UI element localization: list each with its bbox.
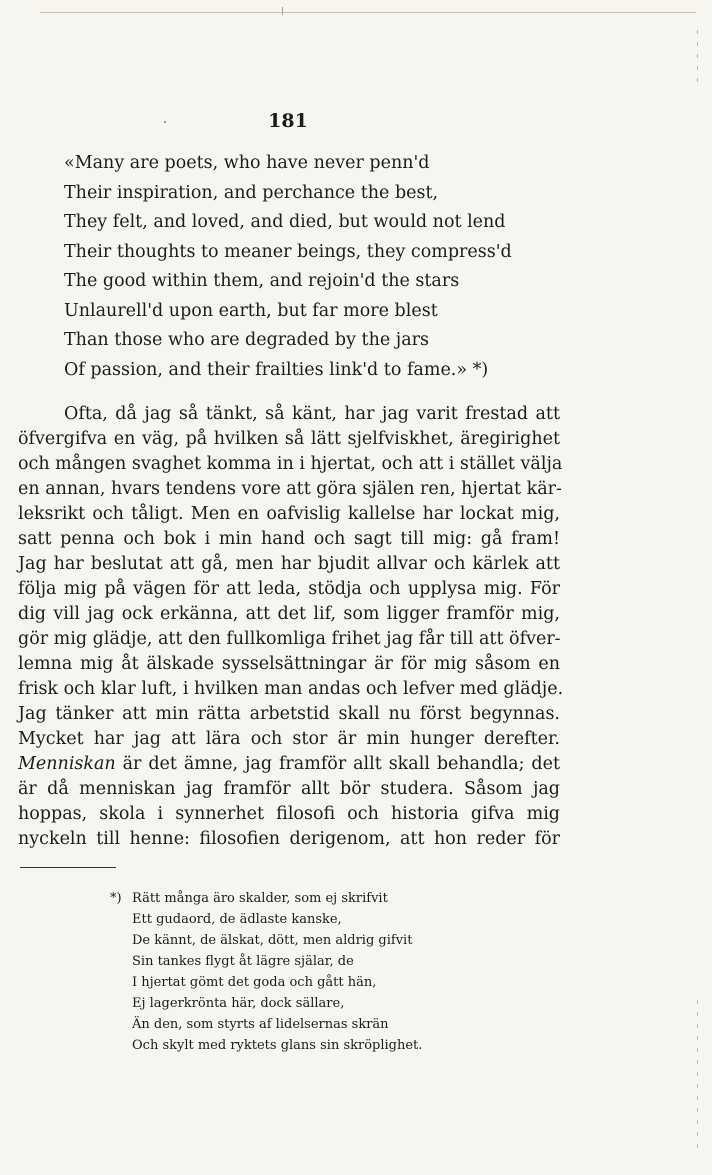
body-line: Mycket har jag att lära och stor är min hunger derefter. bbox=[18, 729, 560, 749]
footnote-line: Och skylt med ryktets glans sin skröplighet. bbox=[132, 1038, 423, 1053]
body-line: och mången svaghet komma in i hjertat, och att i stället välja bbox=[18, 454, 563, 474]
body-line: Jag har beslutat att gå, men har bjudit allvar och kärlek att bbox=[18, 554, 560, 574]
page-number: 181 bbox=[268, 110, 308, 132]
body-line: Jag tänker att min rätta arbetstid skall nu först begynnas. bbox=[18, 704, 560, 724]
poem-line: Unlaurell'd upon earth, but far more blest bbox=[64, 300, 438, 321]
footnote-divider bbox=[20, 867, 116, 868]
scan-top-rule bbox=[40, 12, 696, 13]
body-line: hoppas, skola i synnerhet filosofi och historia gifva mig bbox=[18, 804, 560, 824]
body-line: leksrikt och tåligt. Men en oafvislig kallelse har lockat mig, bbox=[18, 504, 560, 524]
poem-line: Than those who are degraded by the jars bbox=[64, 330, 429, 350]
scan-edge-mark bbox=[697, 30, 698, 90]
poem-line: «Many are poets, who have never penn'd bbox=[64, 153, 430, 173]
body-line: dig vill jag ock erkänna, att det lif, som ligger framför mig, bbox=[18, 604, 560, 624]
body-line: öfvergifva en väg, på hvilken så lätt sjelfviskhet, äregirighet bbox=[18, 429, 560, 449]
footnote-line: De kännt, de älskat, dött, men aldrig gifvit bbox=[132, 933, 413, 948]
poem-line: Their thoughts to meaner beings, they compress'd bbox=[64, 241, 512, 262]
footnote-line bbox=[108, 888, 528, 909]
body-line: frisk och klar luft, i hvilken man andas och lefver med glädje. bbox=[18, 679, 564, 699]
body-line: nyckeln till henne: filosofien derigenom, att hon reder för bbox=[18, 829, 560, 849]
footnote-line: Än den, som styrts af lidelsernas skrän bbox=[132, 1017, 389, 1032]
body-line-emphasis: Menniskan är det ämne, jag framför allt skall behandla; det bbox=[18, 754, 560, 774]
emphasized-word: Menniskan bbox=[18, 754, 116, 774]
scan-edge-mark bbox=[697, 1000, 698, 1150]
footnote-line: Ej lagerkrönta här, dock sällare, bbox=[132, 996, 345, 1011]
poem-quotation bbox=[64, 149, 564, 385]
footnote-line: I hjertat gömt det goda och gått hän, bbox=[132, 975, 377, 990]
poem-line: The good within them, and rejoin'd the stars bbox=[64, 271, 460, 291]
poem-line: Their inspiration, and perchance the best, bbox=[64, 182, 439, 203]
body-line: satt penna och bok i min hand och sagt till mig: gå fram! bbox=[18, 529, 560, 549]
scan-tick-mark bbox=[282, 7, 283, 15]
footnote-line: Ett gudaord, de ädlaste kanske, bbox=[132, 912, 342, 927]
body-line: följa mig på vägen för att leda, stödja och upplysa mig. För bbox=[18, 579, 560, 599]
poem-line: Of passion, and their frailties link'd to fame.» *) bbox=[64, 359, 489, 380]
body-line: en annan, hvars tendens vore att göra själen ren, hjertat kär- bbox=[18, 479, 562, 499]
body-paragraph bbox=[18, 402, 564, 852]
footnote bbox=[108, 888, 528, 1056]
body-line: är då menniskan jag framför allt bör studera. Såsom jag bbox=[18, 779, 560, 799]
body-line: lemna mig åt älskade sysselsättningar är för mig såsom en bbox=[18, 654, 560, 674]
footnote-line-text: Rätt många äro skalder, som ej skrifvit bbox=[132, 891, 388, 906]
body-line: gör mig glädje, att den fullkomliga frihet jag får till att öfver- bbox=[18, 629, 561, 649]
body-line: Ofta, då jag så tänkt, så känt, har jag varit frestad att bbox=[64, 404, 560, 424]
poem-line: They felt, and loved, and died, but would not lend bbox=[64, 212, 506, 232]
footnote-marker: *) bbox=[110, 891, 122, 906]
footnote-line: Sin tankes flygt åt lägre själar, de bbox=[132, 954, 354, 969]
